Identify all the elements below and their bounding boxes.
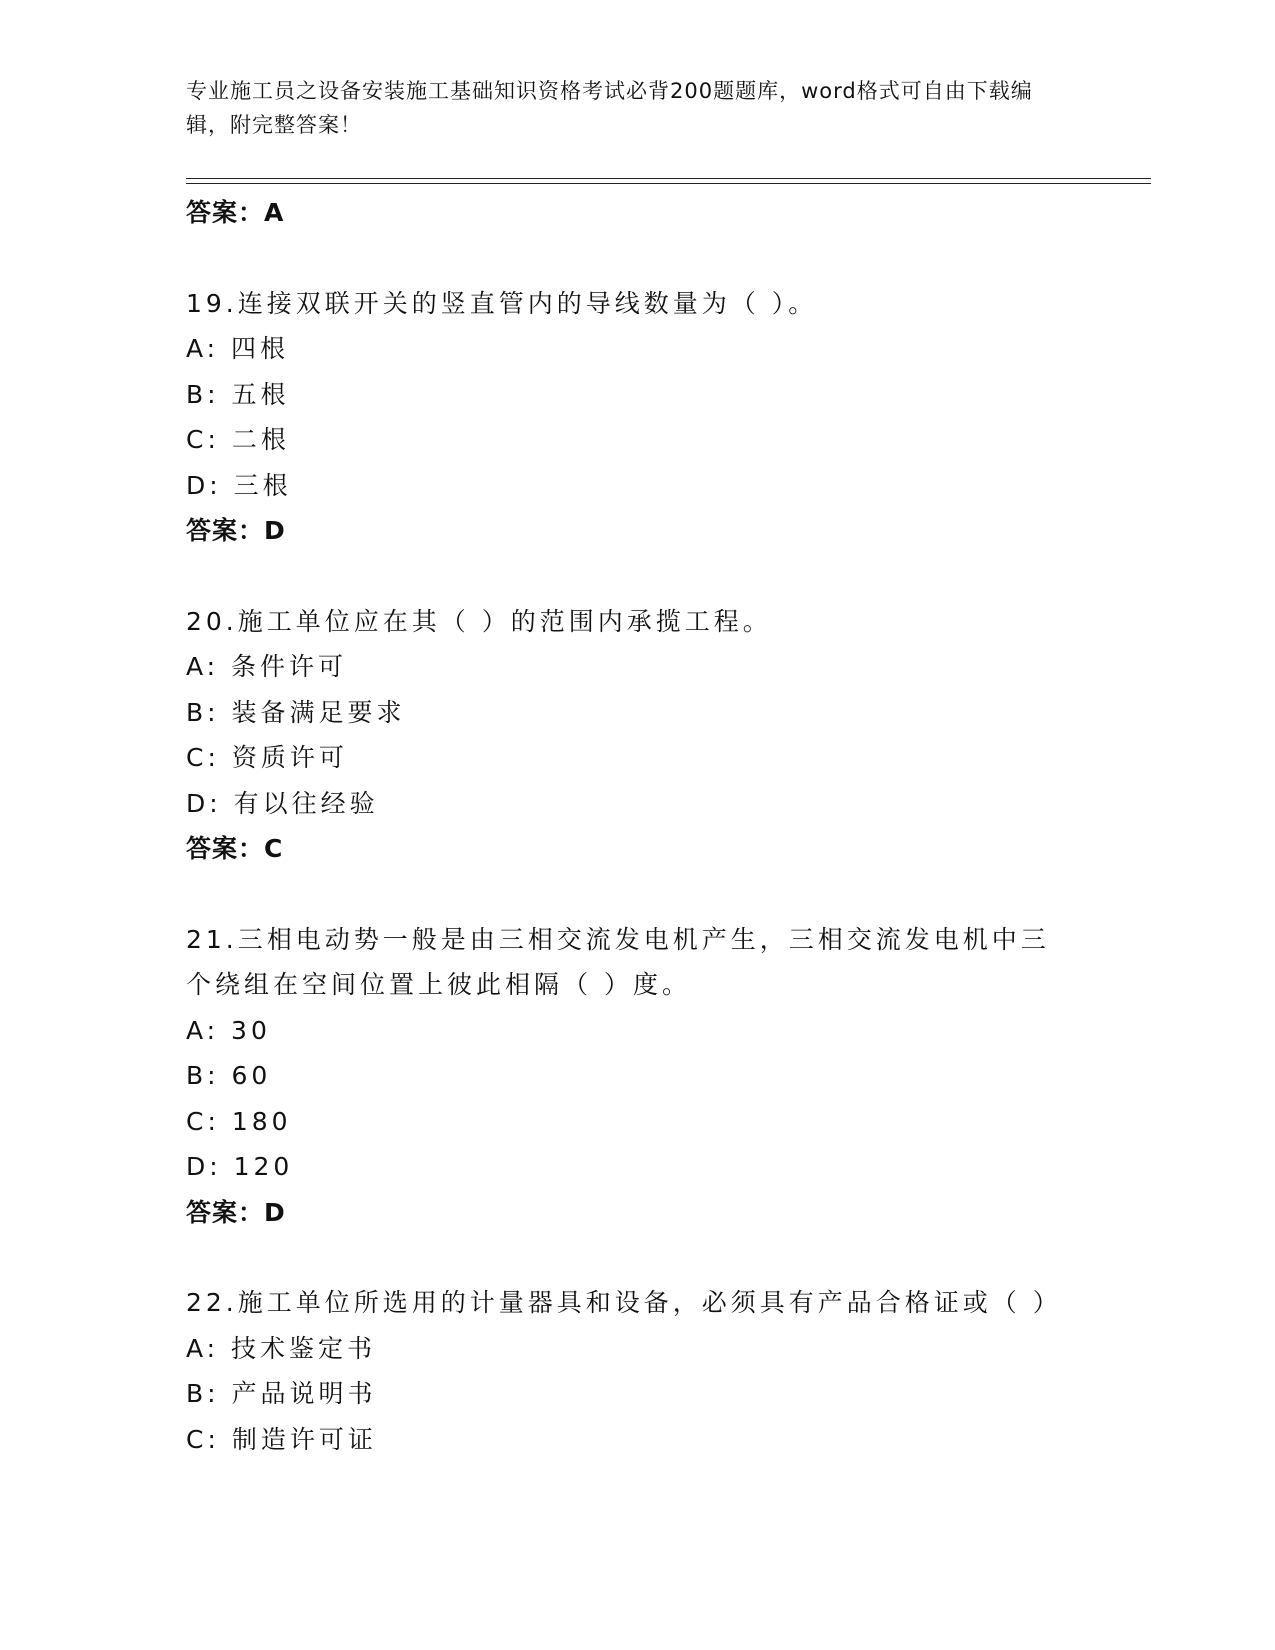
question-19 (186, 281, 1086, 554)
answer: 答案：D (186, 1197, 286, 1227)
question-list (186, 190, 1086, 1462)
answer: 答案：C (186, 834, 284, 863)
answer: 答案：D (186, 516, 286, 545)
option-a: A: 30 (186, 1015, 271, 1045)
option-b: B: 60 (186, 1061, 272, 1090)
option-b: B: 装备满足要求 (186, 697, 406, 727)
question-text: 20.施工单位应在其（ ）的范围内承揽工程。 (186, 606, 772, 636)
option-c: C: 资质许可 (186, 743, 348, 772)
option-d: D: 120 (186, 1152, 294, 1181)
option-a: A: 条件许可 (186, 652, 348, 681)
option-d: D: 三根 (186, 470, 292, 500)
option-c: C: 二根 (186, 425, 290, 454)
question-text: 22.施工单位所选用的计量器具和设备，必须具有产品合格证或（ ） (186, 1288, 1062, 1317)
previous-answer: 答案：A (186, 198, 285, 227)
header-rule-bottom (186, 183, 1151, 184)
option-c: C: 制造许可证 (186, 1424, 377, 1454)
option-d: D: 有以往经验 (186, 788, 379, 818)
document-header: 专业施工员之设备安装施工基础知识资格考试必背200题题库，word格式可自由下载编辑，附完整答案！ (186, 79, 1033, 137)
question-text: 21.三相电动势一般是由三相交流发电机产生，三相交流发电机中三个绕组在空间位置上彼此相隔（ ）度。 (186, 924, 1050, 999)
question-22 (186, 1280, 1086, 1462)
header-rule-top (186, 178, 1151, 179)
option-b: B: 五根 (186, 379, 290, 409)
question-21 (186, 917, 1086, 1236)
option-b: B: 产品说明书 (186, 1379, 377, 1408)
question-text: 19.连接双联开关的竖直管内的导线数量为（ ）。 (186, 288, 818, 318)
option-a: A: 四根 (186, 334, 290, 363)
option-c: C: 180 (186, 1106, 292, 1136)
option-a: A: 技术鉴定书 (186, 1333, 377, 1363)
question-20 (186, 599, 1086, 872)
